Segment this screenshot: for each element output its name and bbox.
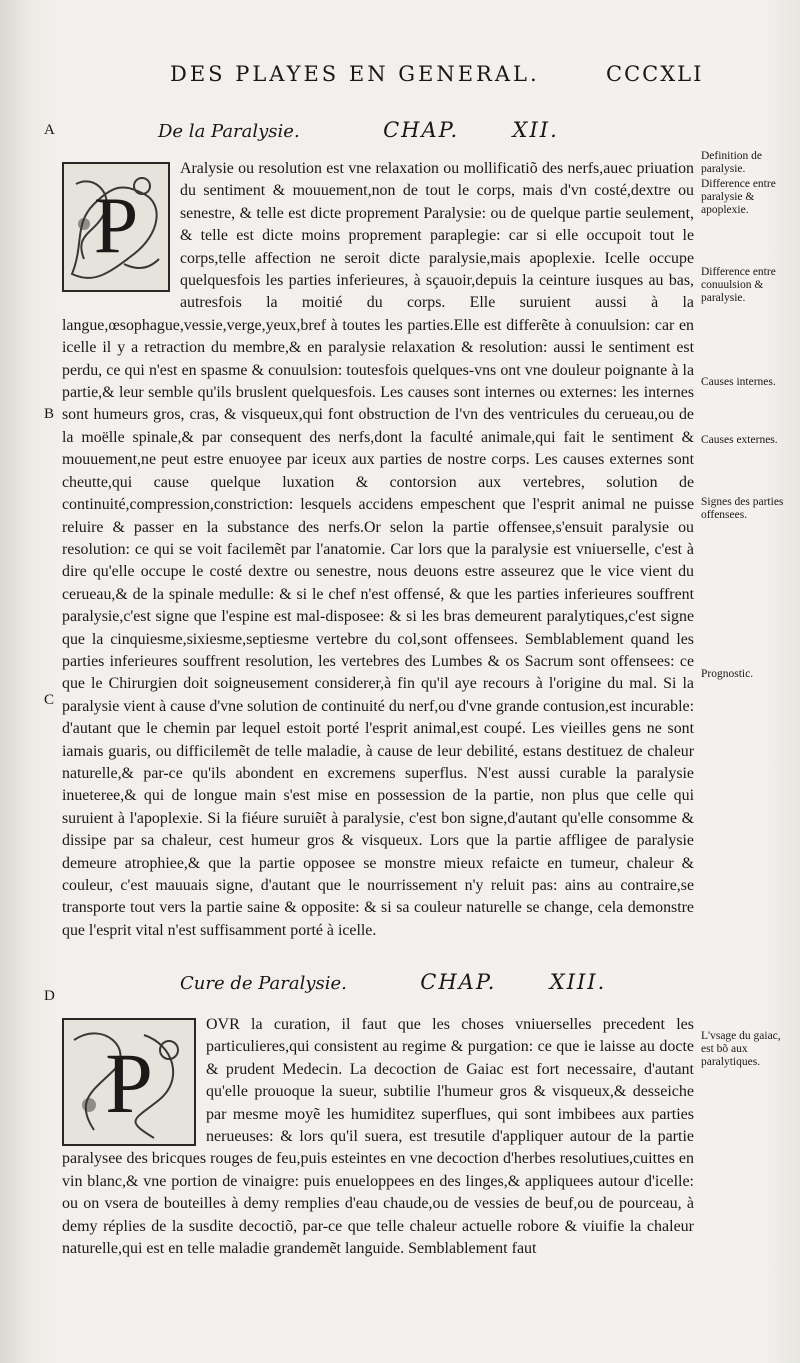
- margin-letter-b: B: [44, 406, 55, 422]
- margin-letter-d: D: [44, 988, 55, 1004]
- chapter-12-number: XII.: [512, 118, 559, 142]
- margin-letter-c: C: [44, 692, 55, 708]
- ornament-initial-icon: [64, 1020, 194, 1144]
- chapter-13-label: CHAP.: [420, 970, 497, 994]
- gloss-prognostic: Prognostic.: [701, 668, 754, 680]
- gloss-definition: Definition de paralysie.: [701, 150, 762, 175]
- decorated-initial-p: [62, 162, 170, 292]
- folio-number: CCCXLI: [606, 62, 704, 86]
- gloss-signes: Signes des parties offensees.: [701, 496, 784, 521]
- initial-letter: P: [93, 182, 139, 270]
- chapter-13-heading: [180, 970, 606, 994]
- chapter-12-text: Aralysie ou resolution est vne relaxation ou mollificatiõ des nerfs,auec priuation du sentiment & mouuement,non de tout le corps, mais d'vn costé,dextre ou senestre, & telle est dicte proprement Paralysie: ou de quelque partie seulement, & telle est dicte moins proprement paraplegie: car si elle occupoit tout le corps,telle affection ne seroit dicte paralysie,mais apoplexie. Icelle occupe quelquesfois les parties inferieures, à sçauoir,depuis la ceinture iusques au bas, autresfois la moitié du corps. Elle suruient aussi à la langue,œsophague,vessie,verge,yeux,bref à toutes les parties.Elle est differẽte à conuulsion: car en icelle il y a retraction du membre,& en paralysie relaxation & resolution: aussi le sentiment est perdu, ce qui n'est en spasme & conuulsion: toutesfois quelques-vns ont vne douleur poignante à la partie,& leur semble qu'ils bruslent quelquesfois. Les causes sont internes ou externes: les internes sont humeurs gros, cras, & visqueux,qui font obstruction de l'vn des ventricules du cerueau,ou de la moëlle spinale,& par consequent des nerfs,dont la faculté animale,qui fait le sentiment & mouuement,ne peut estre enuoyee par iceux aux parties de nostre corps. Les causes externes sont cheutte,qui cause quelque luxation & contorsion aux vertebres, solution de continuité,compression,constriction: lesquels accidens empeschent que l'esprit animal ne puisse reluire & passer en la substance des nerfs.Or selon la partie offensee,s'ensuit paralysie ou resolution: ce qui se voit facilemẽt par l'anatomie. Car lors que la paralysie est vniuerselle, c'est à dire qu'elle occupe le costé dextre ou senestre, nous deuons estre asseurez que le vice vient du cerueau,& de la spinale medulle: & si le chef n'est offensé, & que les parties inferieures souffrent paralysie,c'est signe que l'espine est mal-disposee: & si les bras demeurent paralytiques,c'est signe que la cinquiesme,sixiesme,septiesme vertebre du col,sont offensees. Semblablement quand les parties inferieures souffrent resolution, les vertebres des Lumbes & os Sacrum sont offensees: ce que le Chirurgien doit soigneusement considerer,à fin qu'il aye recours à l'origine du mal. Si la paralysie vient à cause d'vne solution de continuité du nerf,ou d'vne grande contusion,est incurable: d'autant que le chemin par lequel estoit porté l'esprit animal,est coupé. Les vieilles gens ne sont iamais guaris, ou difficilemẽt de telle maladie, à cause de leur debilité, estans destituez de chaleur naturelle,& par-ce qu'ils abondent en excremens superflus. N'est aussi curable la paralysie inueteree,& qui de longue main s'est mise en possession de la partie, non plus que celle qui suruient à l'apoplexie. Si la fiéure suruiẽt à paralysie, c'est bon signe,d'autant qu'elle consomme & dissipe par sa chaleur, cest humeur gros & visqueux. Lors que la partie affligee de paralysie demeure atrophiee,& que la partie opposee se monstre mieux refaicte en tumeur, chaleur & couleur, c'est mauuais signe, d'autant que le nourrissement n'y reluit pas: ains au contraire,se transporte tout vers la partie saine & opposite: & si sa couleur naturelle se change, cela demonstre que l'esprit vital n'est suffisamment porté à icelle.: [62, 160, 694, 939]
- chapter-13-title: Cure de Paralysie.: [180, 973, 347, 994]
- chapter-13-body: [62, 1014, 694, 1264]
- chapter-12-label: CHAP.: [383, 118, 460, 142]
- gloss-gaiac: L'vsage du gaiac, est bõ aux paralytiques.: [701, 1030, 781, 1068]
- gloss-difference-apoplexie: Difference entre paralysie & apoplexie.: [701, 178, 776, 216]
- decorated-initial-p-2: [62, 1018, 196, 1146]
- gloss-causes-externes: Causes externes.: [701, 434, 778, 446]
- chapter-13-number: XIII.: [549, 970, 607, 994]
- margin-letter-a: A: [44, 122, 55, 138]
- gloss-difference-conuulsion: Difference entre conuulsion & paralysie.: [701, 266, 776, 304]
- chapter-13-text: OVR la curation, il faut que les choses vniuerselles precedent les particulieres,qui consistent au regime & purgation: ce que ie laisse au docte & prudent Medecin. La decoction de Gaiac est fort necessaire, d'autant qu'elle prouoque la sueur, subtilie l'humeur gros & visqueux,& desseiche par mesme moyẽ les humiditez superflues, qui sont imbibees aux parties nerueuses: & lors qu'il suera, est tresutile d'appliquer autour de la partie paralysee des bricques rouges de feu,puis esteintes en vne decoction d'herbes resolutiues,cuittes en vin blanc,& vne portion de vinaigre: puis enueloppees en des linges,& appliquees autour d'icelle: ou on vsera de bouteilles à demy remplies d'eau chaude,ou de vessies de beuf,ou de pourceau, à demy réplies de la susdite decoctiõ, par-ce que telle chaleur actuelle robore & viuifie la chaleur naturelle,qui est en telle maladie grandemẽt languide. Semblablement faut: [62, 1016, 694, 1258]
- chapter-12-body: [62, 158, 694, 953]
- running-title: DES PLAYES EN GENERAL.: [170, 62, 540, 86]
- chapter-12-title: De la Paralysie.: [158, 121, 300, 142]
- chapter-12-heading: [158, 118, 559, 142]
- ornament-initial-icon: [64, 164, 168, 290]
- initial-letter: P: [105, 1035, 153, 1131]
- gloss-causes-internes: Causes internes.: [701, 376, 776, 388]
